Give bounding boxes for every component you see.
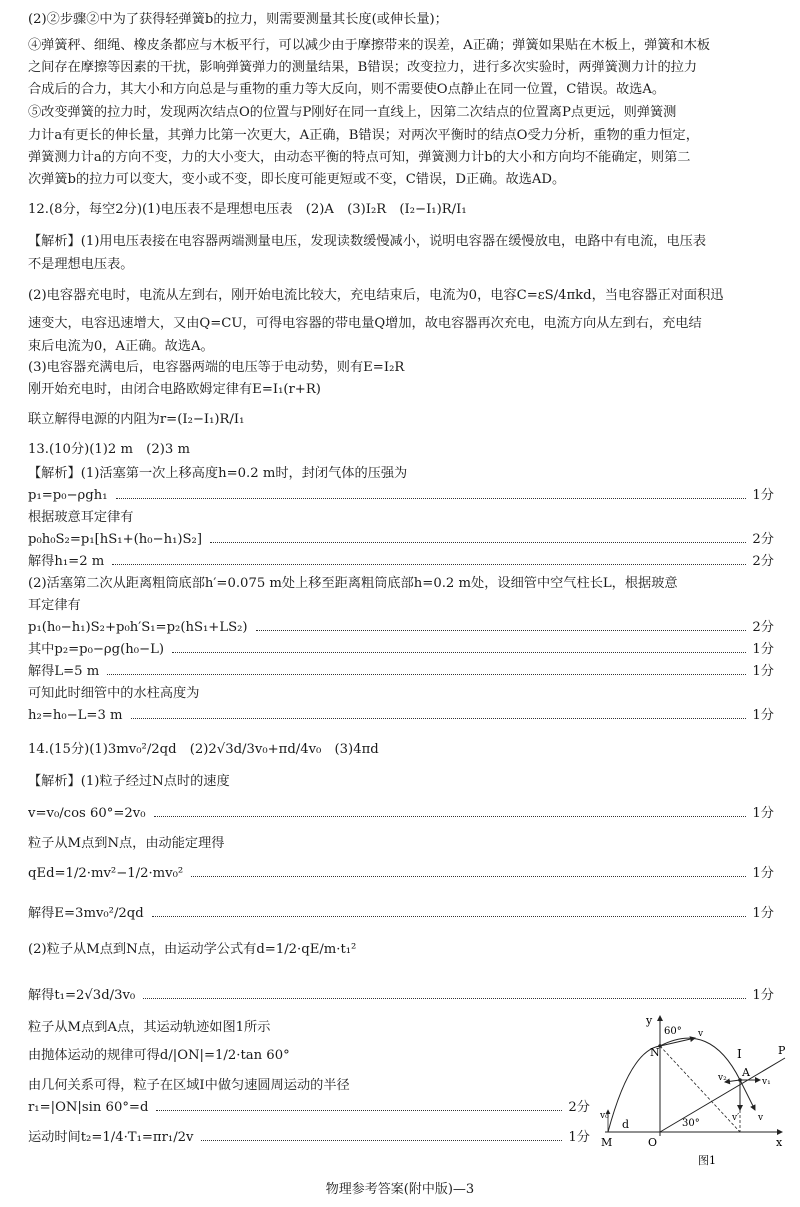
v1-label: v₁ (762, 1077, 771, 1087)
dashed-line (660, 1046, 740, 1132)
leader-dots (107, 674, 746, 675)
leader-dots (152, 916, 747, 917)
leader-dots (201, 1140, 562, 1141)
score-line (28, 640, 774, 660)
score-line (28, 530, 774, 550)
angle-30-label: 30° (682, 1118, 700, 1129)
equation: qEd=1/2·mv²−1/2·mv₀² (28, 866, 184, 881)
equation: 解得h₁=2 m (28, 554, 105, 569)
points: 1分 (752, 708, 774, 723)
score-line (28, 864, 774, 884)
text-line: (3)电容器充满电后，电容器两端的电压等于电动势，则有E=I₂R (28, 360, 405, 375)
points: 2分 (752, 554, 774, 569)
text-line: 力计a有更长的伸长量，其弹力比第一次更大，A正确，B错误；对两次平衡时的结点O受力分析，重物的重力恒定， (28, 128, 699, 143)
text-line: 之间存在摩擦等因素的干扰，影响弹簧弹力的测量结果，B错误；改变拉力，进行多次实验时，两弹簧测力计的拉力 (28, 60, 698, 75)
text-line: 【解析】(1)活塞第一次上移高度h=0.2 m时，封闭气体的压强为 (28, 466, 408, 481)
leader-dots (143, 998, 746, 999)
text-line: ⑤改变弹簧的拉力时，发现两次结点O的位置与P刚好在同一直线上，因第二次结点的位置离P点更远，则弹簧测 (28, 105, 677, 120)
leader-dots (131, 718, 747, 719)
point-a-label: A (742, 1066, 750, 1079)
leader-dots (191, 876, 746, 877)
text-line: 粒子从M点到A点，其运动轨迹如图1所示 (28, 1020, 271, 1035)
text-line: (2)电容器充电时，电流从左到右，刚开始电流比较大，充电结束后，电流为0，电容C=εS/4πkd，当电容器正对面积迅 (28, 288, 724, 303)
score-line (28, 904, 774, 924)
text-line: 次弹簧b的拉力可以变大，变小或不变，即长度可能更短或不变，C错误，D正确。故选AD。 (28, 172, 566, 187)
v-at-a-label: v (758, 1113, 764, 1123)
score-line (28, 662, 774, 682)
points: 2分 (568, 1100, 590, 1115)
text-line: 联立解得电源的内阻为r=(I₂−I₁)R/I₁ (28, 412, 245, 427)
leader-dots (112, 564, 746, 565)
text-line: ④弹簧秤、细绳、橡皮条都应与木板平行，可以减少由于摩擦带来的误差，A正确；弹簧如果贴在木板上，弹簧和木板 (28, 38, 711, 53)
leader-dots (210, 542, 746, 543)
v2-label: v₂ (718, 1073, 727, 1083)
points: 1分 (752, 642, 774, 657)
point-n-label: N (650, 1046, 660, 1059)
score-line (28, 986, 774, 1006)
points: 2分 (752, 620, 774, 635)
equation: 运动时间t₂=1/4·T₁=πr₁/2v (28, 1130, 194, 1145)
region-label: Ⅰ (737, 1047, 742, 1061)
points: 1分 (752, 988, 774, 1003)
text-line: (2)②步骤②中为了获得轻弹簧b的拉力，则需要测量其长度(或伸长量)； (28, 12, 448, 27)
angle-60-label: 60° (664, 1026, 682, 1037)
equation: 其中p₂=p₀−ρg(h₀−L) (28, 642, 165, 657)
text-line: 由抛体运动的规律可得d/|ON|=1/2·tan 60° (28, 1048, 290, 1063)
text-line: 束后电流为0，A正确。故选A。 (28, 339, 214, 354)
page-footer: 物理参考答案(附中版)—3 (325, 1182, 475, 1197)
text-line: 不是理想电压表。 (28, 257, 134, 272)
x-axis-label: x (776, 1136, 783, 1149)
points: 1分 (568, 1130, 590, 1145)
equation: p₁(h₀−h₁)S₂+p₀h′S₁=p₂(hS₁+LS₂) (28, 620, 248, 635)
points: 1分 (752, 866, 774, 881)
point-m-label: M (601, 1136, 613, 1149)
points: 1分 (752, 488, 774, 503)
question-12-answer: 12.(8分，每空2分)(1)电压表不是理想电压表 (2)A (3)I₂R (I₂−I₁)R/I₁ (28, 202, 467, 217)
y-axis-label: y (646, 1014, 653, 1027)
score-line (28, 706, 774, 726)
text-line: (2)活塞第二次从距离粗筒底部h′=0.075 m处上移至距离粗筒底部h=0.2 m处，设细管中空气柱长L，根据玻意 (28, 576, 678, 591)
question-13-answer: 13.(10分)(1)2 m (2)3 m (28, 442, 190, 457)
equation: h₂=h₀−L=3 m (28, 708, 123, 723)
leader-dots (172, 652, 746, 653)
text-line: 【解析】(1)粒子经过N点时的速度 (28, 774, 230, 789)
boundary-line-op (660, 1058, 785, 1132)
points: 1分 (752, 906, 774, 921)
text-line: (2)粒子从M点到N点，由运动学公式有d=1/2·qE/m·t₁² (28, 942, 357, 957)
d-label: d (622, 1118, 630, 1131)
text-line: 合成后的合力，其大小和方向总是与重物的重力等大反向，则不需要使O点静止在同一位置，C错误。故选A。 (28, 82, 666, 97)
leader-dots (256, 630, 747, 631)
text-line: 耳定律有 (28, 598, 81, 613)
points: 2分 (752, 532, 774, 547)
v0-label: v₀ (600, 1111, 609, 1121)
point-p-label: P (778, 1044, 786, 1057)
points: 1分 (752, 806, 774, 821)
v-label: v (698, 1029, 704, 1039)
equation: 解得t₁=2√3d/3v₀ (28, 988, 136, 1003)
equation: v=v₀/cos 60°=2v₀ (28, 806, 146, 821)
score-line (28, 1098, 590, 1118)
question-14-answer: 14.(15分)(1)3mv₀²/2qd (2)2√3d/3v₀+πd/4v₀ (3)4πd (28, 742, 379, 757)
score-line (28, 618, 774, 638)
score-line (28, 804, 774, 824)
point-o-label: O (648, 1136, 658, 1149)
equation: 解得L=5 m (28, 664, 100, 679)
figure-caption: 图1 (698, 1154, 716, 1167)
velocity-vector-v2 (725, 1080, 740, 1082)
equation: 解得E=3mv₀²/2qd (28, 906, 144, 921)
text-line: 可知此时细管中的水柱高度为 (28, 686, 200, 701)
text-line: 弹簧测力计a的方向不变，力的大小变大，由动态平衡的特点可知，弹簧测力计b的大小和方向均不能确定，则第二 (28, 150, 691, 165)
velocity-vector-v (740, 1080, 755, 1110)
points: 1分 (752, 664, 774, 679)
equation: p₁=p₀−ρgh₁ (28, 488, 108, 503)
figure-1-trajectory-diagram (600, 1010, 790, 1170)
text-line: 刚开始充电时，由闭合电路欧姆定律有E=I₁(r+R) (28, 382, 321, 397)
text-line: 由几何关系可得，粒子在区域Ⅰ中做匀速圆周运动的半径 (28, 1078, 350, 1093)
text-line: 粒子从M点到N点，由动能定理得 (28, 836, 225, 851)
text-line: 【解析】(1)用电压表接在电容器两端测量电压，发现读数缓慢减小，说明电容器在缓慢放电，电路中有电流，电压表 (28, 234, 707, 249)
leader-dots (116, 498, 747, 499)
text-line: 速变大，电容迅速增大，又由Q=CU，可得电容器的带电量Q增加，故电容器再次充电，电流方向从左到右，充电结 (28, 316, 702, 331)
equation: r₁=|ON|sin 60°=d (28, 1100, 149, 1115)
score-line (28, 486, 774, 506)
score-line (28, 1128, 590, 1148)
leader-dots (156, 1110, 562, 1111)
text-line: 根据玻意耳定律有 (28, 510, 134, 525)
score-line (28, 552, 774, 572)
equation: p₀h₀S₂=p₁[hS₁+(h₀−h₁)S₂] (28, 532, 202, 547)
vprime-label: v′ (732, 1113, 740, 1123)
leader-dots (154, 816, 747, 817)
